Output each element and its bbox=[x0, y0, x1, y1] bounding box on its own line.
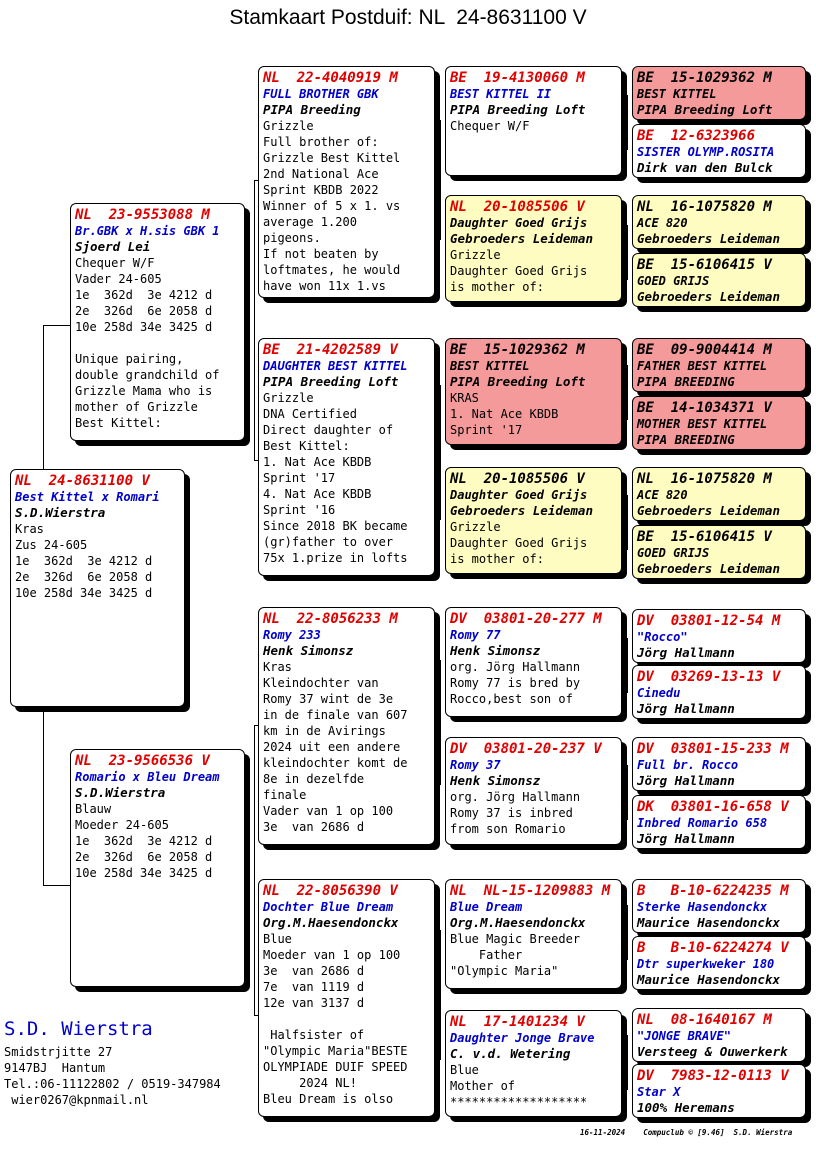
pigeon-name: Best Kittel x Romari bbox=[15, 490, 160, 504]
info-line: Blue bbox=[450, 1063, 479, 1077]
pigeon-name: Daughter Goed Grijs bbox=[450, 216, 588, 230]
info-line: double grandchild of bbox=[75, 368, 220, 382]
connector-line bbox=[627, 905, 628, 960]
ring-number: B B-10-6224235 M bbox=[637, 883, 789, 899]
pigeon-name: Romario x Bleu Dream bbox=[75, 770, 220, 784]
ring-number: DK 03801-16-658 V bbox=[637, 799, 789, 815]
owner-name: Maurice Hasendonckx bbox=[637, 915, 780, 930]
info-line: average 1.200 bbox=[263, 215, 357, 229]
info-line: km in de Avirings bbox=[263, 724, 386, 738]
connector-line bbox=[627, 495, 628, 550]
info-line: Romy 37 is inbred bbox=[450, 806, 573, 820]
ring-number: BE 15-6106415 V bbox=[637, 529, 772, 545]
pigeon-name: Star X bbox=[637, 1085, 681, 1099]
info-line: 1. Nat Ace KBDB bbox=[450, 407, 559, 421]
info-line: Vader van 1 op 100 bbox=[263, 804, 394, 818]
owner-name: S.D.Wierstra bbox=[75, 785, 166, 800]
info-line: 2024 NL! bbox=[263, 1076, 357, 1090]
ring-number: BE 09-9004414 M bbox=[637, 342, 772, 358]
connector-line bbox=[440, 930, 441, 1060]
owner-name: Maurice Hasendonckx bbox=[637, 972, 780, 987]
owner-name: Gebroeders Leideman bbox=[450, 231, 593, 246]
breeder-name: S.D. Wierstra bbox=[4, 1018, 153, 1040]
owner-name: PIPA Breeding Loft bbox=[637, 102, 773, 117]
info-line: from son Romario bbox=[450, 822, 566, 836]
owner-name: Sjoerd Lei bbox=[75, 239, 151, 254]
pigeon-card-father[interactable] bbox=[70, 203, 245, 441]
pigeon-name: Daughter Goed Grijs bbox=[450, 488, 588, 502]
ring-number: NL NL-15-1209883 M bbox=[450, 883, 611, 899]
connector-line bbox=[440, 660, 441, 785]
info-line: Full brother of: bbox=[263, 135, 379, 149]
pigeon-name: Cinedu bbox=[637, 686, 681, 700]
ring-number: BE 15-1029362 M bbox=[637, 70, 772, 86]
pigeon-name: Romy 77 bbox=[450, 628, 501, 642]
info-line: 2e 326d 6e 2058 d bbox=[75, 850, 213, 864]
info-line: Zus 24-605 bbox=[15, 538, 88, 552]
ring-number: DV 03801-12-54 M bbox=[637, 613, 781, 629]
info-line: finale bbox=[263, 788, 307, 802]
pigeon-name: "JONGE BRAVE" bbox=[637, 1029, 731, 1043]
pigeon-name: Sterke Hasendonckx bbox=[637, 900, 768, 914]
info-line: Unique pairing, bbox=[75, 352, 184, 366]
connector-line bbox=[627, 638, 628, 693]
pigeon-name: Inbred Romario 658 bbox=[637, 816, 768, 830]
owner-name: Jörg Hallmann bbox=[637, 645, 735, 660]
info-line: Romy 77 is bred by bbox=[450, 676, 581, 690]
info-line: is mother of: bbox=[450, 280, 544, 294]
connector-line bbox=[627, 95, 628, 150]
info-line: Kras bbox=[15, 522, 44, 536]
info-line: 8e in dezelfde bbox=[263, 772, 365, 786]
pigeon-name: GOED GRIJS bbox=[637, 274, 710, 288]
info-line: Blue Magic Breeder bbox=[450, 932, 581, 946]
pigeon-card-fmf[interactable] bbox=[445, 338, 622, 445]
pigeon-card-g4[interactable] bbox=[632, 253, 806, 307]
owner-name: Henk Simonsz bbox=[450, 643, 541, 658]
info-line: Mother of bbox=[450, 1079, 516, 1093]
info-line: Bleu Dream is olso bbox=[263, 1092, 394, 1106]
owner-name: Henk Simonsz bbox=[263, 643, 354, 658]
info-line: in de finale van 607 bbox=[263, 708, 408, 722]
pigeon-name: Romy 233 bbox=[263, 628, 321, 642]
ring-number: B B-10-6224274 V bbox=[637, 940, 789, 956]
info-line: 75x 1.prize in lofts bbox=[263, 551, 408, 565]
pigeon-card-fff[interactable] bbox=[445, 66, 622, 176]
info-line: 2e 326d 6e 2058 d bbox=[15, 570, 153, 584]
info-line: 4. Nat Ace KBDB bbox=[263, 487, 372, 501]
pigeon-card-g3[interactable] bbox=[632, 195, 806, 249]
info-line: Winner of 5 x 1. vs bbox=[263, 199, 401, 213]
pigeon-card-mfm[interactable] bbox=[445, 737, 622, 845]
connector-line bbox=[254, 180, 255, 460]
pigeon-name: Br.GBK x H.sis GBK 1 bbox=[75, 224, 220, 238]
info-line: 2024 uit een andere bbox=[263, 740, 401, 754]
pigeon-card-g12[interactable] bbox=[632, 795, 806, 849]
pigeon-card-main[interactable] bbox=[10, 469, 185, 707]
pigeon-name: Daughter Jonge Brave bbox=[450, 1031, 595, 1045]
ring-number: NL 16-1075820 M bbox=[637, 199, 772, 215]
ring-number: BE 15-6106415 V bbox=[637, 257, 772, 273]
breeder-street: Smidstrjitte 27 bbox=[4, 1045, 113, 1059]
info-line: 1e 362d 3e 4212 d bbox=[75, 288, 213, 302]
pigeon-card-ff[interactable] bbox=[258, 66, 435, 298]
info-line: OLYMPIADE DUIF SPEED bbox=[263, 1060, 408, 1074]
info-line: Best Kittel: bbox=[75, 416, 162, 430]
ring-number: NL 24-8631100 V bbox=[15, 473, 150, 489]
info-line: (gr)father to over bbox=[263, 535, 394, 549]
info-line: ******************* bbox=[450, 1095, 588, 1109]
owner-name: 100% Heremans bbox=[637, 1100, 735, 1115]
info-line: Grizzle bbox=[450, 248, 501, 262]
pigeon-card-g14[interactable] bbox=[632, 936, 806, 990]
info-line: Chequer W/F bbox=[450, 119, 530, 133]
ring-number: BE 21-4202589 V bbox=[263, 342, 398, 358]
pigeon-card-mmf[interactable] bbox=[445, 879, 622, 989]
connector-line bbox=[440, 385, 441, 520]
owner-name: PIPA BREEDING bbox=[637, 432, 735, 447]
pigeon-name: Dochter Blue Dream bbox=[263, 900, 394, 914]
ring-number: DV 03801-15-233 M bbox=[637, 741, 789, 757]
footer-text: 16-11-2024 Compuclub © [9.46] S.D. Wierstra bbox=[580, 1128, 793, 1137]
owner-name: C. v.d. Wetering bbox=[450, 1046, 571, 1061]
info-line: Sprint '17 bbox=[263, 471, 336, 485]
info-line: Daughter Goed Grijs bbox=[450, 536, 588, 550]
pigeon-card-g15[interactable] bbox=[632, 1008, 806, 1062]
pigeon-name: DAUGHTER BEST KITTEL bbox=[263, 359, 408, 373]
breeder-email: wier0267@kpnmail.nl bbox=[4, 1093, 149, 1107]
info-line: Romy 37 wint de 3e bbox=[263, 692, 394, 706]
page-title: Stamkaart Postduif: NL 24-8631100 V bbox=[229, 6, 587, 29]
pigeon-card-mmm[interactable] bbox=[445, 1010, 622, 1117]
ring-number: NL 22-8056233 M bbox=[263, 611, 398, 627]
info-line: Chequer W/F bbox=[75, 256, 155, 270]
ring-number: NL 23-9553088 M bbox=[75, 207, 210, 223]
connector-line bbox=[43, 325, 44, 470]
info-line: Moeder van 1 op 100 bbox=[263, 948, 401, 962]
ring-number: DV 03801-20-237 V bbox=[450, 741, 602, 757]
info-line: 1e 362d 3e 4212 d bbox=[15, 554, 153, 568]
ring-number: BE 12-6323966 bbox=[637, 128, 756, 144]
pigeon-card-mff[interactable] bbox=[445, 607, 622, 717]
connector-line bbox=[627, 765, 628, 820]
info-line: 2e 326d 6e 2058 d bbox=[75, 304, 213, 318]
info-line: DNA Certified bbox=[263, 407, 357, 421]
pigeon-name: ACE 820 bbox=[637, 488, 688, 502]
info-line: Moeder 24-605 bbox=[75, 818, 169, 832]
info-line: have won 11x 1.vs bbox=[263, 279, 386, 293]
owner-name: Org.M.Haesendonckx bbox=[450, 915, 586, 930]
pigeon-card-g6[interactable] bbox=[632, 396, 806, 450]
connector-line bbox=[440, 120, 441, 240]
info-line: If not beaten by bbox=[263, 247, 379, 261]
owner-name: PIPA Breeding Loft bbox=[450, 102, 586, 117]
breeder-city: 9147BJ Hantum bbox=[4, 1061, 106, 1075]
ring-number: NL 23-9566536 V bbox=[75, 753, 210, 769]
info-line: Blauw bbox=[75, 802, 112, 816]
ring-number: NL 22-8056390 V bbox=[263, 883, 398, 899]
pigeon-card-g5[interactable] bbox=[632, 338, 806, 392]
owner-name: PIPA BREEDING bbox=[637, 374, 735, 389]
owner-name: Jörg Hallmann bbox=[637, 773, 735, 788]
info-line: Daughter Goed Grijs bbox=[450, 264, 588, 278]
info-line: Grizzle Mama who is bbox=[75, 384, 213, 398]
info-line bbox=[263, 1011, 430, 1027]
owner-name: S.D.Wierstra bbox=[15, 505, 106, 520]
info-line: 10e 258d 34e 3425 d bbox=[15, 586, 153, 600]
owner-name: Gebroeders Leideman bbox=[637, 503, 780, 518]
owner-name: PIPA Breeding Loft bbox=[263, 374, 399, 389]
connector-line bbox=[627, 1035, 628, 1090]
ring-number: NL 20-1085506 V bbox=[450, 199, 585, 215]
info-line: is mother of: bbox=[450, 552, 544, 566]
pigeon-card-fm[interactable] bbox=[258, 338, 435, 576]
pigeon-card-g13[interactable] bbox=[632, 879, 806, 933]
ring-number: NL 08-1640167 M bbox=[637, 1012, 772, 1028]
connector-line bbox=[43, 710, 44, 885]
connector-line bbox=[43, 885, 71, 886]
owner-name: Versteeg & Ouwerkerk bbox=[637, 1044, 788, 1059]
info-line: kleindochter komt de bbox=[263, 756, 408, 770]
ring-number: DV 7983-12-0113 V bbox=[637, 1068, 789, 1084]
pigeon-name: SISTER OLYMP.ROSITA bbox=[637, 145, 775, 159]
info-line: Kras bbox=[263, 660, 292, 674]
info-line: org. Jörg Hallmann bbox=[450, 790, 581, 804]
info-line: Grizzle bbox=[263, 119, 314, 133]
pigeon-card-g8[interactable] bbox=[632, 525, 806, 579]
owner-name: Gebroeders Leideman bbox=[637, 561, 780, 576]
info-line: Sprint '17 bbox=[450, 423, 523, 437]
pigeon-card-mm[interactable] bbox=[258, 879, 435, 1117]
info-line: "Olympic Maria"BESTE bbox=[263, 1044, 408, 1058]
info-line bbox=[75, 335, 240, 351]
info-line: Sprint KBDB 2022 bbox=[263, 183, 379, 197]
info-line: 10e 258d 34e 3425 d bbox=[75, 320, 213, 334]
info-line: Halfsister of bbox=[263, 1028, 365, 1042]
connector-line bbox=[43, 325, 71, 326]
info-line: 2nd National Ace bbox=[263, 167, 379, 181]
info-line: Grizzle bbox=[263, 391, 314, 405]
info-line: 3e van 2686 d bbox=[263, 964, 365, 978]
info-line: Rocco,best son of bbox=[450, 692, 573, 706]
ring-number: BE 15-1029362 M bbox=[450, 342, 585, 358]
pigeon-name: MOTHER BEST KITTEL bbox=[637, 417, 768, 431]
owner-name: Gebroeders Leideman bbox=[637, 289, 780, 304]
pigeon-card-g11[interactable] bbox=[632, 737, 806, 791]
pigeon-name: Blue Dream bbox=[450, 900, 523, 914]
ring-number: NL 16-1075820 M bbox=[637, 471, 772, 487]
owner-name: Gebroeders Leideman bbox=[637, 231, 780, 246]
pigeon-name: "Rocco" bbox=[637, 630, 688, 644]
info-line: Vader 24-605 bbox=[75, 272, 162, 286]
info-line: org. Jörg Hallmann bbox=[450, 660, 581, 674]
info-line: 3e van 2686 d bbox=[263, 820, 365, 834]
info-line: Since 2018 BK became bbox=[263, 519, 408, 533]
info-line: Grizzle Best Kittel bbox=[263, 151, 401, 165]
ring-number: NL 17-1401234 V bbox=[450, 1014, 585, 1030]
connector-line bbox=[627, 365, 628, 420]
owner-name: Henk Simonsz bbox=[450, 773, 541, 788]
pigeon-card-g9[interactable] bbox=[632, 609, 806, 663]
owner-name: Dirk van den Bulck bbox=[637, 160, 773, 175]
pigeon-card-g16[interactable] bbox=[632, 1064, 806, 1118]
owner-name: PIPA Breeding bbox=[263, 102, 361, 117]
owner-name: PIPA Breeding Loft bbox=[450, 374, 586, 389]
info-line: 10e 258d 34e 3425 d bbox=[75, 866, 213, 880]
pigeon-card-g2[interactable] bbox=[632, 124, 806, 178]
info-line: 1e 362d 3e 4212 d bbox=[75, 834, 213, 848]
pigeon-name: BEST KITTEL II bbox=[450, 87, 552, 101]
pigeon-name: Romy 37 bbox=[450, 758, 501, 772]
pigeon-card-g10[interactable] bbox=[632, 665, 806, 719]
info-line: 12e van 3137 d bbox=[263, 996, 365, 1010]
info-line: pigeons. bbox=[263, 231, 321, 245]
connector-line bbox=[254, 725, 255, 1015]
ring-number: DV 03801-20-277 M bbox=[450, 611, 602, 627]
info-line: 1. Nat Ace KBDB bbox=[263, 455, 372, 469]
owner-name: Gebroeders Leideman bbox=[450, 503, 593, 518]
pigeon-name: BEST KITTEL bbox=[450, 359, 530, 373]
pigeon-card-ffm[interactable] bbox=[445, 195, 622, 302]
owner-name: Jörg Hallmann bbox=[637, 701, 735, 716]
owner-name: Org.M.Haesendonckx bbox=[263, 915, 399, 930]
info-line: Blue bbox=[263, 932, 292, 946]
info-line: Best Kittel: bbox=[263, 439, 350, 453]
pigeon-card-g1[interactable] bbox=[632, 66, 806, 120]
ring-number: DV 03269-13-13 V bbox=[637, 669, 781, 685]
breeder-phone: Tel.:06-11122802 / 0519-347984 bbox=[4, 1077, 221, 1091]
pigeon-card-mother[interactable] bbox=[70, 749, 245, 987]
info-line: Sprint '16 bbox=[263, 503, 336, 517]
info-line: Direct daughter of bbox=[263, 423, 394, 437]
pigeon-card-mf[interactable] bbox=[258, 607, 435, 845]
info-line: Grizzle bbox=[450, 520, 501, 534]
info-line: 7e van 1119 d bbox=[263, 980, 365, 994]
pigeon-card-fmm[interactable] bbox=[445, 467, 622, 574]
pigeon-name: Full br. Rocco bbox=[637, 758, 739, 772]
pigeon-name: FATHER BEST KITTEL bbox=[637, 359, 768, 373]
info-line: Father bbox=[450, 948, 523, 962]
ring-number: BE 19-4130060 M bbox=[450, 70, 585, 86]
info-line: Kleindochter van bbox=[263, 676, 379, 690]
pigeon-name: Dtr superkweker 180 bbox=[637, 957, 775, 971]
pigeon-name: GOED GRIJS bbox=[637, 546, 710, 560]
pigeon-name: FULL BROTHER GBK bbox=[263, 87, 379, 101]
pigeon-name: BEST KITTEL bbox=[637, 87, 717, 101]
connector-line bbox=[627, 225, 628, 280]
ring-number: NL 22-4040919 M bbox=[263, 70, 398, 86]
info-line: mother of Grizzle bbox=[75, 400, 198, 414]
info-line: KRAS bbox=[450, 391, 479, 405]
pigeon-card-g7[interactable] bbox=[632, 467, 806, 521]
owner-name: Jörg Hallmann bbox=[637, 831, 735, 846]
ring-number: NL 20-1085506 V bbox=[450, 471, 585, 487]
pigeon-name: ACE 820 bbox=[637, 216, 688, 230]
info-line: "Olympic Maria" bbox=[450, 964, 559, 978]
info-line: loftmates, he would bbox=[263, 263, 401, 277]
ring-number: BE 14-1034371 V bbox=[637, 400, 772, 416]
